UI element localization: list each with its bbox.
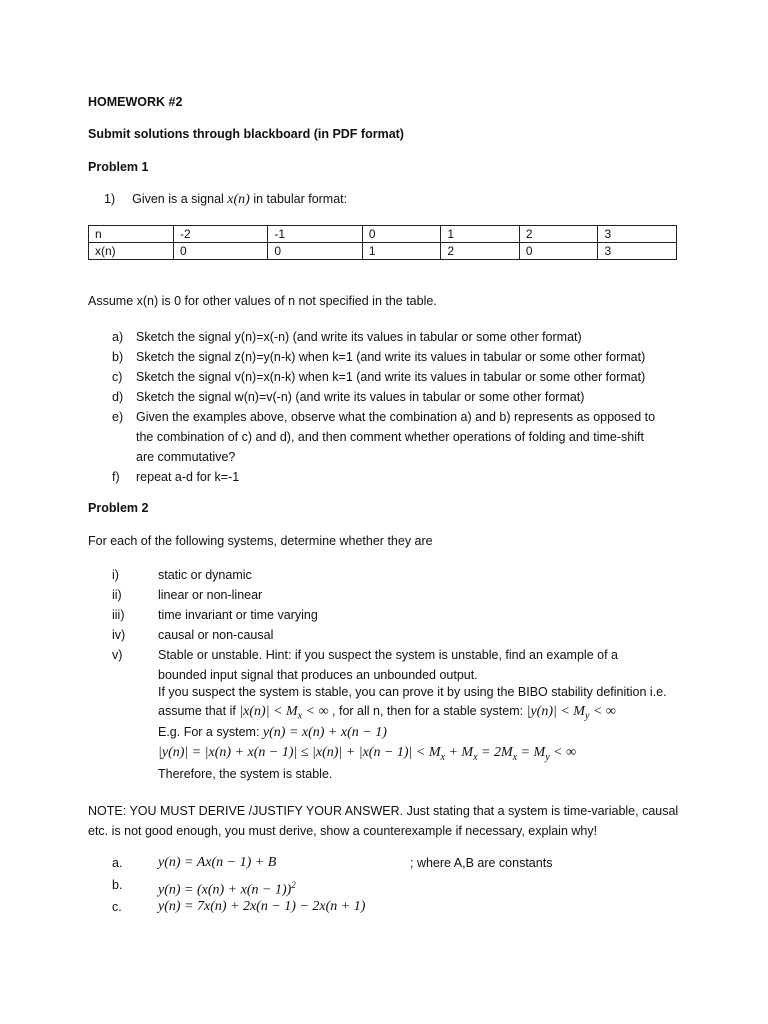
submit-instructions: Submit solutions through blackboard (in PDF format)	[88, 127, 404, 141]
homework-title: HOMEWORK #2	[88, 95, 183, 109]
table-cell: 1	[441, 226, 520, 243]
table-cell: -2	[174, 226, 268, 243]
conclusion-text: Therefore, the system is stable.	[158, 767, 333, 781]
problem-2-heading: Problem 2	[88, 501, 149, 515]
table-cell: 0	[362, 226, 441, 243]
table-cell: 2	[441, 243, 520, 260]
table-row	[89, 226, 677, 243]
table-cell: 0	[268, 243, 362, 260]
table-cell: 0	[174, 243, 268, 260]
table-cell: 1	[362, 243, 441, 260]
system-properties	[112, 565, 672, 685]
item-marker: 1)	[104, 192, 116, 206]
table-cell: n	[89, 226, 174, 243]
list-item: i) static or dynamic	[112, 568, 252, 582]
example-line: E.g. For a system: y(n) = x(n) + x(n − 1)	[158, 725, 387, 740]
problem-2-intro: For each of the following systems, determine whether they are	[88, 534, 433, 548]
note-text: NOTE: YOU MUST DERIVE /JUSTIFY YOUR ANSWER. Just stating that a system is time-variable, causal etc. is not good enough, you must derive, show a counterexample if necessary, explain why!	[88, 804, 679, 838]
document-page: HOMEWORK #2 Submit solutions through blackboard (in PDF format) Problem 1 1) Given is a signal x(n) in tabular format: n -2 -1 0 1 2 3 x(n) 0 0 1 2 0 3 Assume x(n) is 0 for other values of n not specified in the table. a) Sketch the signal y(n)=x(-n) (and write its values in tabular or some other format) b) Sketch the signal z(n)=y(n-k) when k=1 (and write its values in tabular or some other format) c) Sketch the signal v(n)=x(n-k) when k=1 (and write its values in tabular or some other format) d) Sketch the signal w(n)=v(-n) (and write its values in tabular or some other format) e) Given the examples above, observe what the combination a) and b) represents as opposed to the combination of c) and d), and then comment whether operations of folding and time-shift are commutative? f) repeat a-d for k=-1 Problem 2 For each of the following systems, determine whether they are i) static or dynamic ii) linear or non-linear iii) time invariant or time varying iv) causal or non-causal v) Stable or unstable. Hint: if you suspect the system is unstable, find an example of a bounded input signal that produces an unbounded output. If you suspect the system is stable, you can prove it by using the BIBO stability definition i.e. assume that if $|x(n)| < M_x$ < ∞ , for all n, then for a stable system: $|y(n)| < M_y$ < ∞ E.g. For a system: y(n) = x(n) + x(n − 1) $|y(n)| = |x(n) + x(n - 1)| \le |x(n)| + |x(n - 1)| < M_x + M_x = 2M_x = M_y$ < ∞ Therefore, the system is stable. NOTE: YOU MUST DERIVE /JUSTIFY YOUR ANSWER. Just stating that a system is time-variable, causal etc. is not good enough, you must derive, show a counterexample if necessary, explain why! a. y(n) = Ax(n − 1) + B ; where A,B are constants b. $y(n) = (x(n) + x(n - 1))^2$ c. y(n) = 7x(n) + 2x(n − 1) − 2x(n + 1)	[0, 0, 768, 1024]
list-item: a) Sketch the signal y(n)=x(-n) (and write its values in tabular or some other format)	[112, 330, 582, 344]
list-item: iii) time invariant or time varying	[112, 608, 318, 622]
list-item: b) Sketch the signal z(n)=y(n-k) when k=1 (and write its values in tabular or some other format)	[112, 350, 646, 364]
list-item: e) Given the examples above, observe what the combination a) and b) represents as opposed to the combination of c) and d), and then comment whether operations of folding and time-shift are commutative?	[112, 410, 656, 464]
table-row	[89, 243, 677, 260]
stability-line-1: If you suspect the system is stable, you can prove it by using the BIBO stability definition i.e.	[158, 685, 667, 699]
list-item: iv) causal or non-causal	[112, 628, 274, 642]
problem-1-intro	[104, 192, 347, 208]
table-cell: 3	[598, 226, 677, 243]
intro-text: Given is a signal	[132, 192, 224, 206]
list-item: d) Sketch the signal w(n)=v(-n) (and write its values in tabular or some other format)	[112, 390, 585, 404]
table-cell: -1	[268, 226, 362, 243]
table-cell: 2	[519, 226, 598, 243]
proof-equation: $|y(n)| = |x(n) + x(n - 1)| \le |x(n)| + |x(n - 1)| < M_x + M_x = 2M_x = M_y$ < ∞	[158, 745, 577, 763]
intro-variable: x(n)	[227, 192, 250, 207]
problem-1-items	[112, 327, 672, 487]
list-item: ii) linear or non-linear	[112, 588, 263, 602]
table-cell: 0	[519, 243, 598, 260]
problem-1-heading: Problem 1	[88, 160, 149, 174]
table-cell: x(n)	[89, 243, 174, 260]
list-item: f) repeat a-d for k=-1	[112, 470, 240, 484]
list-item: v) Stable or unstable. Hint: if you suspect the system is unstable, find an example of a bounded input signal that produces an unbounded output.	[112, 648, 618, 682]
signal-table	[88, 225, 677, 260]
table-cell: 3	[598, 243, 677, 260]
intro-tail: in tabular format:	[253, 192, 348, 206]
assumption-text: Assume x(n) is 0 for other values of n not specified in the table.	[88, 294, 437, 308]
stability-line-2: assume that if $|x(n)| < M_x$ < ∞ , for all n, then for a stable system: $|y(n)| < M_y$ < ∞	[158, 704, 616, 722]
list-item: c) Sketch the signal v(n)=x(n-k) when k=1 (and write its values in tabular or some other format)	[112, 370, 646, 384]
